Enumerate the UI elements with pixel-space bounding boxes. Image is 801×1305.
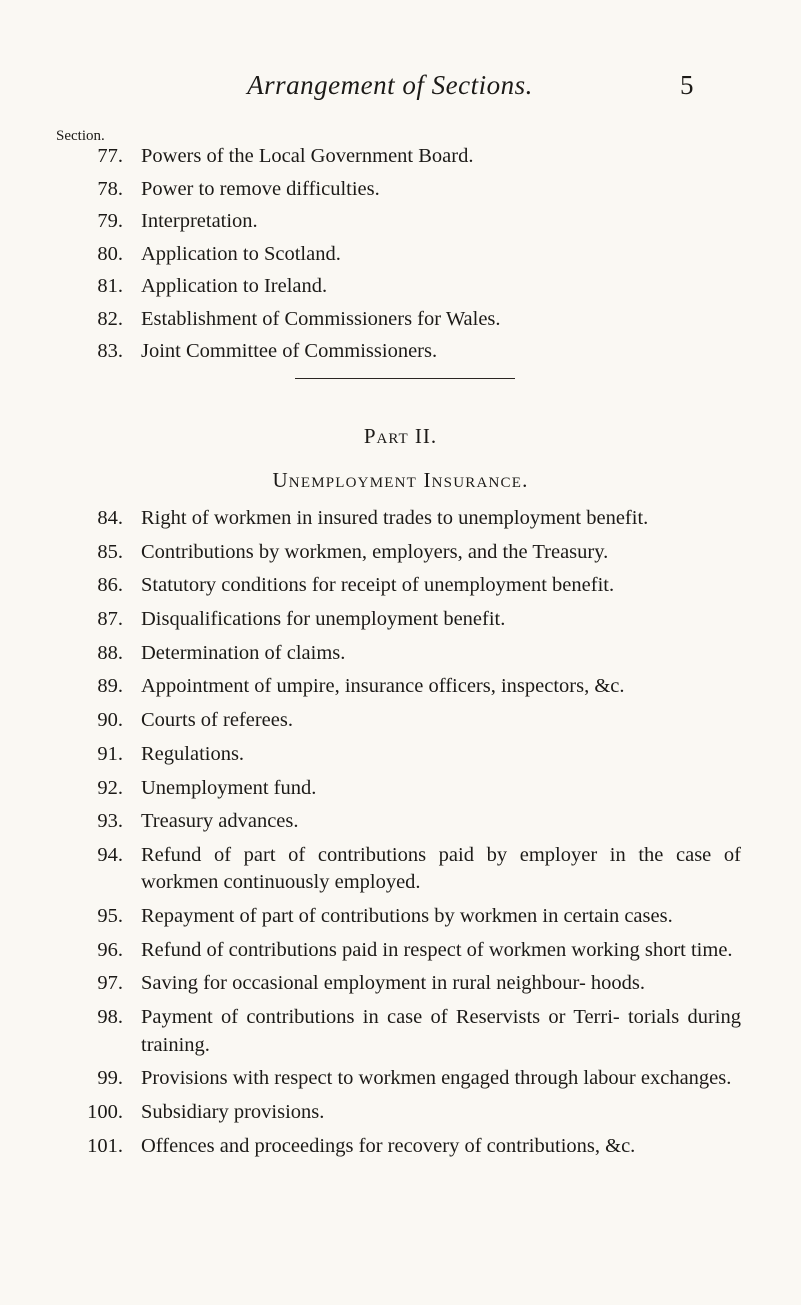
section-number: 78. — [97, 177, 123, 200]
section-title: Statutory conditions for receipt of unemployment benefit. — [141, 574, 615, 597]
section-number: 99. — [97, 1067, 123, 1090]
section-title: Regulations. — [141, 742, 245, 765]
section-number: 86. — [97, 574, 123, 597]
section-entry — [0, 306, 801, 334]
section-entry — [0, 176, 801, 204]
page-number: 5 — [680, 70, 694, 100]
section-entry — [0, 338, 801, 366]
section-number: 100. — [87, 1101, 123, 1123]
section-entry — [0, 208, 801, 236]
section-title: Establishment of Commissioners for Wales. — [141, 307, 501, 330]
section-title: Refund of contributions paid in respect of workmen working short time. — [141, 938, 733, 961]
section-entry — [0, 241, 801, 269]
section-number: 97. — [97, 972, 123, 995]
part-subheading: Unemployment Insurance. — [272, 468, 529, 492]
section-title: Subsidiary provisions. — [141, 1101, 325, 1123]
section-list-part-ii — [0, 505, 801, 1166]
section-title: Joint Committee of Commissioners. — [141, 340, 438, 362]
section-title: Application to Scotland. — [141, 242, 341, 265]
section-title: Treasury advances. — [141, 810, 299, 833]
section-title: Contributions by workmen, employers, and the Treasury. — [141, 540, 609, 563]
section-number: 88. — [97, 641, 123, 664]
section-entry — [0, 505, 801, 533]
section-title: Appointment of umpire, insurance officers, inspectors, &c. — [141, 675, 625, 698]
section-entry — [0, 143, 801, 171]
section-entry — [0, 572, 801, 600]
section-title: Repayment of part of contributions by workmen in certain cases. — [141, 905, 673, 928]
section-number: 98. — [97, 1006, 123, 1029]
section-title: Provisions with respect to workmen engaged through labour exchanges. — [141, 1067, 732, 1090]
section-number: 91. — [97, 742, 123, 765]
section-number: 82. — [97, 307, 123, 330]
section-number: 94. — [97, 843, 123, 866]
section-entry — [0, 741, 801, 769]
section-number: 84. — [97, 507, 123, 529]
part-heading: Part II. — [363, 424, 438, 448]
section-entry — [0, 1099, 801, 1127]
section-title: Offences and proceedings for recovery of contributions, &c. — [141, 1134, 636, 1157]
section-number: 93. — [97, 810, 123, 833]
section-title: Refund of part of contributions paid by employer in the case of workmen continuously employed. — [141, 843, 741, 894]
section-entry — [0, 673, 801, 701]
section-entry — [0, 273, 801, 301]
section-title: Courts of referees. — [141, 709, 293, 732]
divider-rule — [295, 378, 515, 379]
section-title: Application to Ireland. — [141, 275, 328, 297]
section-number: 83. — [97, 340, 123, 362]
section-number: 101. — [87, 1134, 123, 1157]
section-entry — [0, 903, 801, 931]
section-title: Right of workmen in insured trades to unemployment benefit. — [141, 507, 649, 529]
section-number: 89. — [97, 675, 123, 698]
section-column-label: Section. — [56, 128, 105, 144]
section-number: 96. — [97, 938, 123, 961]
section-number: 92. — [97, 776, 123, 799]
section-entry — [0, 808, 801, 836]
section-number: 81. — [97, 275, 123, 297]
section-entry — [0, 937, 801, 965]
section-entry — [0, 775, 801, 803]
section-number: 85. — [97, 540, 123, 563]
section-entry — [0, 640, 801, 668]
section-entry — [0, 970, 801, 998]
section-entry — [0, 606, 801, 634]
section-list-part-i — [0, 143, 801, 371]
section-entry — [0, 842, 801, 897]
section-number: 80. — [97, 242, 123, 265]
section-number: 87. — [97, 608, 123, 631]
running-title: Arrangement of Sections. — [247, 70, 533, 100]
section-title: Unemployment fund. — [141, 776, 317, 799]
section-title: Disqualifications for unemployment benefit. — [141, 608, 506, 631]
section-entry — [0, 707, 801, 735]
section-title: Powers of the Local Government Board. — [141, 145, 474, 167]
section-number: 79. — [97, 210, 123, 232]
section-title: Determination of claims. — [141, 641, 346, 664]
section-entry — [0, 1065, 801, 1093]
section-entry — [0, 1133, 801, 1161]
section-number: 95. — [97, 905, 123, 928]
section-title: Power to remove difficulties. — [141, 177, 380, 200]
section-title: Interpretation. — [141, 210, 258, 232]
section-title: Saving for occasional employment in rural neighbour- hoods. — [141, 972, 646, 995]
section-entry — [0, 1004, 801, 1059]
section-number: 90. — [97, 709, 123, 732]
section-title: Payment of contributions in case of Reservists or Terri- torials during training. — [141, 1006, 741, 1056]
section-number: 77. — [97, 145, 123, 167]
section-entry — [0, 539, 801, 567]
